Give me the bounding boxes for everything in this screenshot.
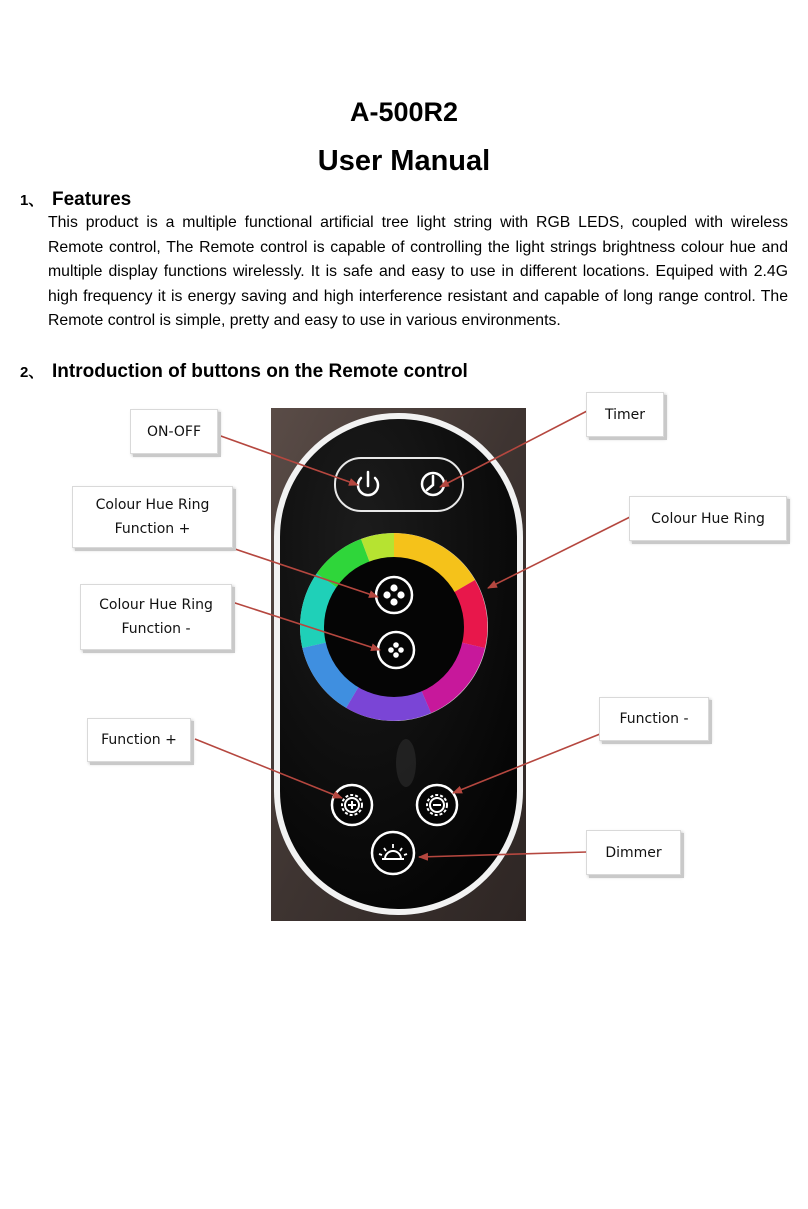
callout-label: Colour Hue Ring (95, 497, 210, 513)
callout-label: Timer (604, 406, 646, 423)
paragraph-line: high frequency it is energy saving and high interference resistant and capable of long range control. The (48, 287, 788, 305)
gear-minus-icon[interactable] (417, 785, 457, 825)
section-heading-features (20, 189, 131, 211)
callout-label: Colour Hue Ring (99, 597, 213, 613)
four-dots-icon[interactable] (376, 577, 412, 613)
section-title: Introduction of buttons on the Remote control (52, 361, 468, 382)
remote-control-photo (271, 408, 526, 921)
callout-hue-ring-minus (80, 584, 232, 650)
callout-hue-ring-plus (72, 486, 233, 548)
model-title: A-500R2 (349, 97, 459, 127)
dimmer-lamp-icon[interactable] (372, 832, 414, 874)
callout-on-off (130, 409, 218, 454)
document-title: User Manual (317, 145, 491, 177)
section-number: 1、 (20, 192, 44, 209)
callout-label: ON-OFF (146, 423, 202, 440)
callout-label: Colour Hue Ring (651, 510, 765, 527)
callout-label: Function - (619, 711, 689, 727)
paragraph-line: multiple display functions wirelessly. It is safe and easy to use in different locations. Equiped with 2.4G (48, 263, 788, 280)
paragraph-line: Remote control, The Remote control is capable of controlling the light strings brightness colour hue and (48, 238, 788, 256)
features-paragraph (48, 211, 788, 334)
callout-label: Function - (121, 621, 191, 637)
section-heading-buttons (20, 361, 468, 383)
section-number: 2、 (20, 364, 44, 381)
callout-label: Dimmer (605, 844, 662, 861)
callout-dimmer (586, 830, 681, 875)
callout-function-minus (599, 697, 709, 741)
callout-label: Function + (114, 521, 191, 537)
callout-label: Function + (101, 732, 177, 748)
callout-timer (586, 392, 664, 437)
section-title: Features (52, 189, 132, 210)
callout-function-plus (87, 718, 191, 762)
paragraph-line: Remote control is simple, pretty and easy to use in various environments. (48, 312, 561, 329)
gear-plus-icon[interactable] (332, 785, 372, 825)
four-dots-small-icon[interactable] (378, 632, 414, 668)
paragraph-line: This product is a multiple functional artificial tree light string with RGB LEDS, coupled with wireless (48, 214, 788, 231)
callout-hue-ring (629, 496, 787, 541)
